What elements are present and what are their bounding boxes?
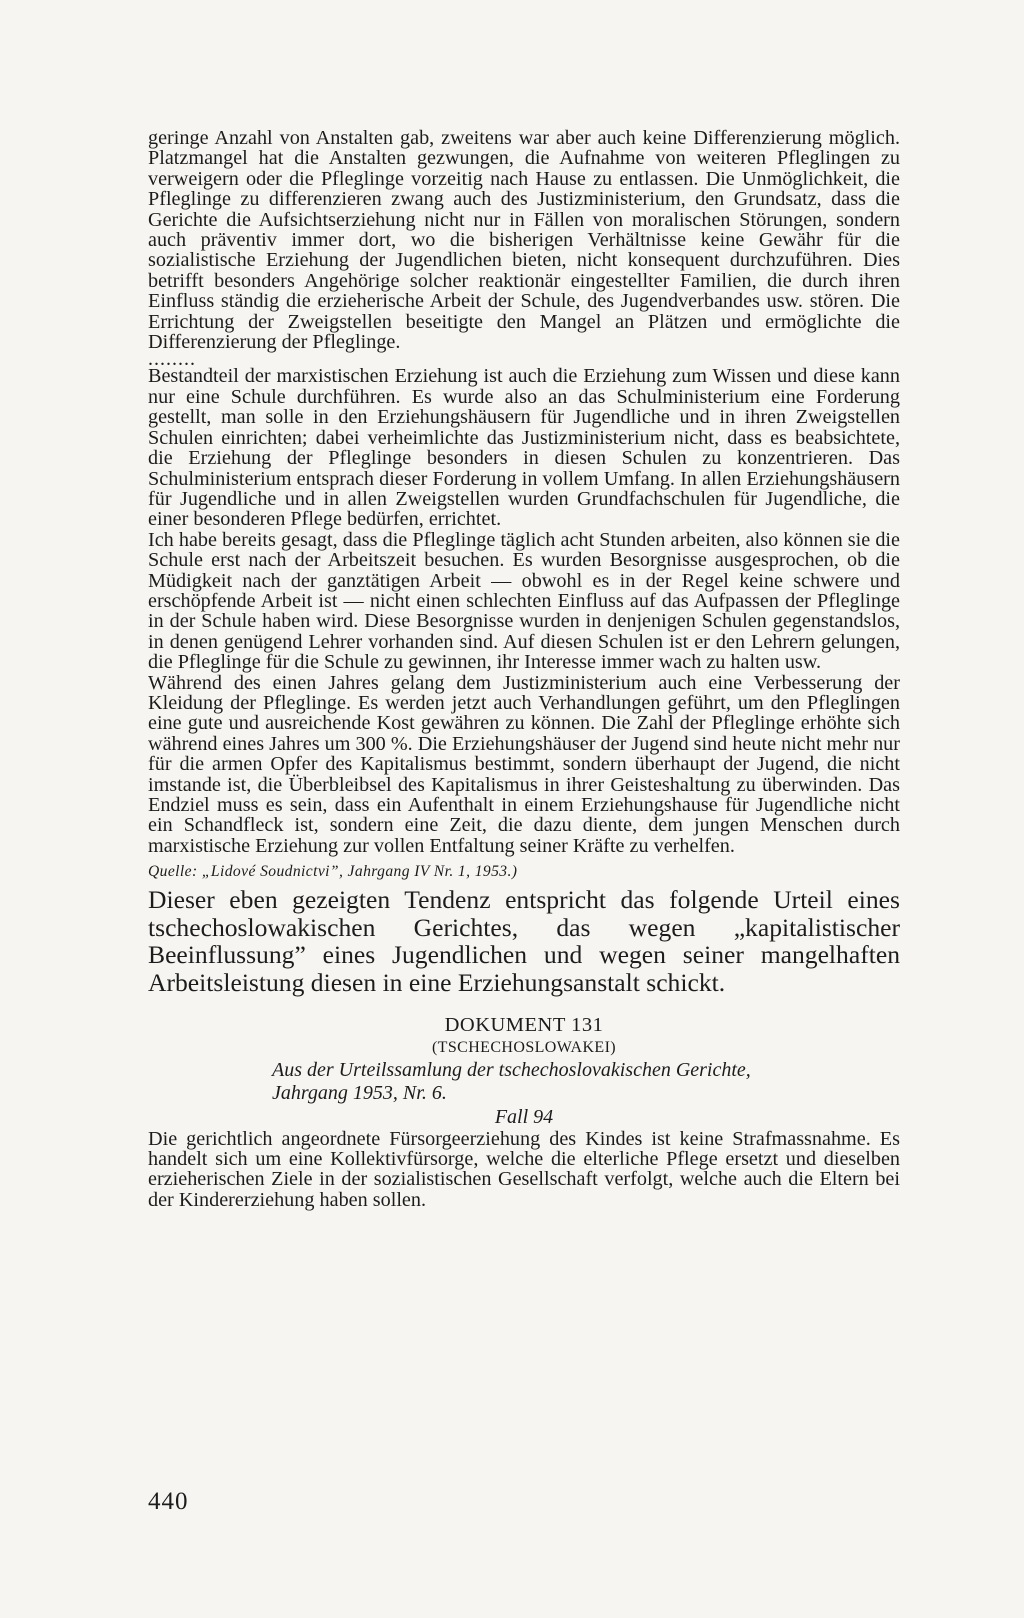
page-text-column <box>148 128 900 1210</box>
document-case: Fall 94 <box>494 1105 554 1128</box>
document-title: DOKUMENT 131 <box>444 1013 604 1036</box>
document-country: (TSCHECHOSLOWAKEI) <box>431 1038 617 1056</box>
body-paragraph-3: Ich habe bereits gesagt, dass die Pfleglinge täglich acht Stunden arbeiten, also können sie die Schule erst nach der Arbeitszeit besuchen. Es wurden Besorgnisse ausgesprochen, ob die Müdigkeit nach der ganztätigen Arbeit — obwohl es in der Regel keine schwere und erschöpfende Arbeit ist — nicht einen schlechten Einfluss auf das Aufpassen der Pfleglinge in der Schule haben wird. Diese Besorgnisse wurden in denjenigen Schulen gegenstandslos, in denen genügend Lehrer vorhanden sind. Auf diesen Schulen ist er den Lehrern gelungen, die Pfleglinge für die Schule zu gewinnen, ihr Interesse immer wach zu halten usw. <box>148 528 900 674</box>
document-text: Die gerichtlich angeordnete Fürsorgeerziehung des Kindes ist keine Strafmassnahme. Es handelt sich um eine Kollektivfürsorge, welche die elterliche Pflege ersetzt und dieselben erzieherischen Ziele in der sozialistischen Gesellschaft verfolgt, welche auch die Eltern bei der Kindererziehung haben sollen. <box>148 1127 900 1211</box>
commentary-paragraph: Dieser eben gezeigten Tendenz entspricht das folgende Urteil eines tschechoslowakischen Gerichtes, das wegen „kapitalistischer Beeinflussung” eines Jugendlichen und wegen seiner mangelhaften Arbeitsleistung diesen in eine Erziehungsanstalt schickt. <box>148 885 900 997</box>
body-paragraph-1: geringe Anzahl von Anstalten gab, zweitens war aber auch keine Differenzierung möglich. Platzmangel hat die Anstalten gezwungen, die Aufnahme von weiteren Pfleglingen zu verweigern oder die Pfleglinge vorzeitig nach Hause zu entlassen. Die Unmöglichkeit, die Pfleglinge zu differenzieren zwang auch des Justizministerium, den Grundsatz, dass die Gerichte die Aufsichtserziehung nicht nur in Fällen von moralischen Störungen, sondern auch präventiv immer dort, wo die bisherigen Verhältnisse keine Gewähr für die sozialistische Erziehung der Jugendlichen bieten, nicht konsequent durchzuführen. Dies betrifft besonders Angehörige solcher reaktionär eingestellter Familien, die durch ihren Einfluss ständig die erzieherische Arbeit der Schule, des Jugendverbandes usw. stören. Die Errichtung der Zweigstellen beseitigte den Mangel an Plätzen und ermöglichte die Differenzierung der Pfleglinge. <box>148 127 900 354</box>
document-reference-line-1: Aus der Urteilssamlung der tschechoslovakischen Gerichte, <box>272 1058 751 1081</box>
source-citation: Quelle: „Lidové Soudnictvi”, Jahrgang IV Nr. 1, 1953.) <box>148 863 518 881</box>
body-paragraph-2: Bestandteil der marxistischen Erziehung ist auch die Erziehung zum Wissen und diese kann nur eine Schule durchführen. Es wurde also an das Schulministerium eine Forderung gestellt, man solle in den Erziehungshäusern für Jugendliche und in ihren Zweigstellen Schulen einrichten; dabei verheimlichte das Justizministerium nicht, dass es beabsichtete, die Erziehung der Pfleglinge besonders in diesen Schulen zu konzentrieren. Das Schulministerium entsprach dieser Forderung in vollem Umfang. In allen Erziehungshäusern für Jugendliche und in allen Zweigstellen wurden Grundfachschulen für Jugendliche, die einer besonderen Pflege bedürfen, errichtet. <box>148 365 900 531</box>
ellipsis-marker: ........ <box>148 348 196 371</box>
page-number: 440 <box>148 1488 189 1515</box>
body-paragraph-4: Während des einen Jahres gelang dem Justizministerium auch eine Verbesserung der Kleidung der Pfleglinge. Es werden jetzt auch Verhandlungen geführt, um den Pfleglingen eine gute und ausreichende Kost gewähren zu können. Die Zahl der Pfleglinge erhöhte sich während eines Jahres um 300 %. Die Erziehungshäuser der Jugend sind heute nicht mehr nur für die armen Opfer des Kapitalismus bestimmt, sondern überhaupt der Jugend, die nicht imstande ist, die Überbleibsel des Kapitalismus in ihrer Geisteshaltung zu überwinden. Das Endziel muss es sein, dass ein Aufenthalt in einem Erziehungshause für Jugendliche nicht ein Schandfleck ist, sondern eine Zeit, die dazu diente, dem jungen Menschen durch marxistische Erziehung zur vollen Entfaltung seiner Kräfte zu verhelfen. <box>148 671 900 857</box>
document-reference-line-2: Jahrgang 1953, Nr. 6. <box>272 1081 447 1104</box>
